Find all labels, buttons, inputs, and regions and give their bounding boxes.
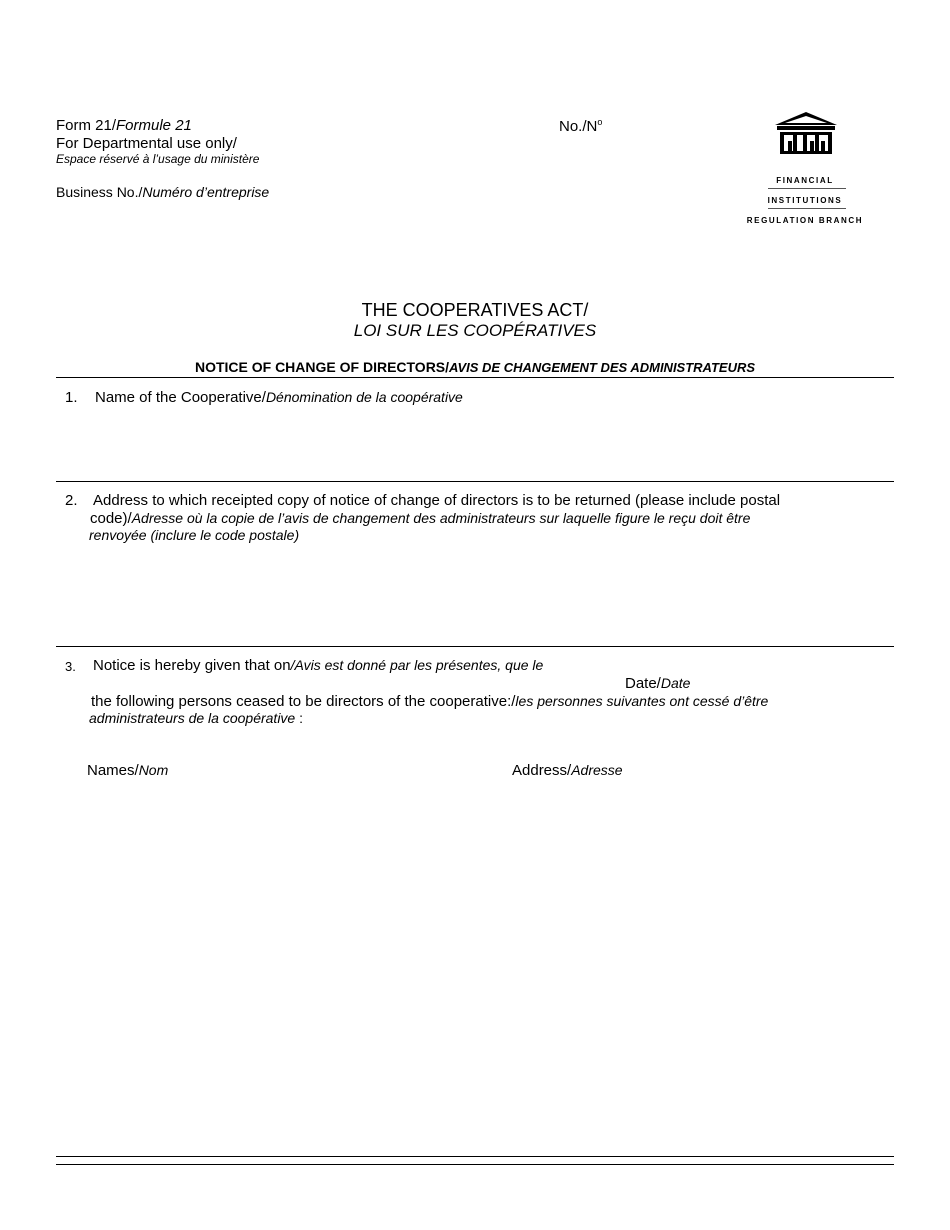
form-number bbox=[56, 117, 192, 134]
departmental-use-label: For Departmental use only/ bbox=[56, 135, 237, 152]
ceased-directors-label bbox=[91, 693, 768, 711]
act-title: THE COOPERATIVES ACT/ bbox=[361, 300, 589, 320]
notice-title bbox=[0, 359, 950, 375]
number-label bbox=[559, 117, 602, 135]
section-divider bbox=[56, 481, 894, 482]
return-address-label-fr-2: renvoyée (inclure le code postale) bbox=[89, 527, 300, 543]
footer-rule-bottom bbox=[56, 1164, 894, 1165]
notice-given-label-en: Notice is hereby given that on bbox=[93, 657, 291, 674]
date-label bbox=[625, 675, 690, 693]
date-label-fr: Date bbox=[660, 675, 691, 691]
logo-divider-2 bbox=[768, 208, 846, 209]
date-label-en: Date/ bbox=[625, 675, 661, 692]
address-header-fr: Adresse bbox=[571, 762, 623, 778]
building-icon bbox=[773, 111, 839, 157]
ceased-directors-colon: : bbox=[295, 710, 304, 726]
logo-divider bbox=[768, 188, 846, 189]
ceased-directors-label-fr-2: administrateurs de la coopérative bbox=[89, 710, 296, 726]
names-header-fr: Nom bbox=[138, 762, 169, 778]
address-column-header bbox=[512, 762, 623, 780]
number-label-text: No./N bbox=[559, 118, 598, 135]
names-field[interactable] bbox=[87, 790, 497, 1150]
names-header-en: Names/ bbox=[87, 762, 139, 779]
return-address-label-cont bbox=[90, 510, 750, 528]
cooperative-name-label bbox=[95, 389, 463, 407]
return-address-label-code: code)/ bbox=[90, 510, 132, 527]
ceased-directors-label-fr: les personnes suivantes ont cessé d’être bbox=[515, 693, 769, 709]
cooperative-name-field[interactable] bbox=[95, 410, 893, 478]
footer-rule-top bbox=[56, 1156, 894, 1157]
address-field[interactable] bbox=[512, 790, 892, 1150]
logo-line-financial: FINANCIAL bbox=[776, 176, 834, 185]
section-number: 1. bbox=[65, 389, 78, 406]
business-number-label bbox=[56, 184, 269, 200]
business-number-fr: Numéro d’entreprise bbox=[142, 184, 270, 200]
ceased-directors-label-en: the following persons ceased to be directors of the cooperative:/ bbox=[91, 693, 516, 710]
notice-title-fr: AVIS DE CHANGEMENT DES ADMINISTRATEURS bbox=[449, 360, 756, 375]
notice-given-label-fr: /Avis est donné par les présentes, que le bbox=[290, 657, 544, 673]
notice-given-label bbox=[93, 657, 543, 675]
form-number-fr: Formule 21 bbox=[116, 117, 192, 134]
return-address-label-fr: Adresse où la copie de l’avis de changement des administrateurs sur laquelle figure le reçu doit être bbox=[131, 510, 751, 526]
business-number-en: Business No./ bbox=[56, 184, 143, 200]
address-header-en: Address/ bbox=[512, 762, 572, 779]
section-divider bbox=[56, 646, 894, 647]
logo-line-regulation-branch: REGULATION BRANCH bbox=[746, 216, 864, 225]
cooperative-name-label-en: Name of the Cooperative/ bbox=[95, 389, 266, 406]
number-label-sup: o bbox=[597, 117, 603, 127]
cooperative-name-label-fr: Dénomination de la coopérative bbox=[265, 389, 463, 405]
return-address-field[interactable] bbox=[90, 550, 893, 642]
logo-line-institutions: INSTITUTIONS bbox=[767, 196, 843, 205]
section-divider bbox=[56, 377, 894, 378]
names-column-header bbox=[87, 762, 168, 780]
section-number: 3. bbox=[65, 659, 76, 674]
ceased-directors-label-cont bbox=[89, 710, 303, 728]
notice-title-en: NOTICE OF CHANGE OF DIRECTORS/ bbox=[194, 359, 450, 375]
departmental-use-label-fr: Espace réservé à l’usage du ministère bbox=[56, 152, 260, 166]
act-title-fr: LOI SUR LES COOPÉRATIVES bbox=[353, 321, 597, 340]
return-address-label: Address to which receipted copy of notice of change of directors is to be returned (please include postal bbox=[93, 492, 781, 509]
section-number: 2. bbox=[65, 492, 78, 509]
form-number-en: Form 21/ bbox=[56, 117, 117, 134]
